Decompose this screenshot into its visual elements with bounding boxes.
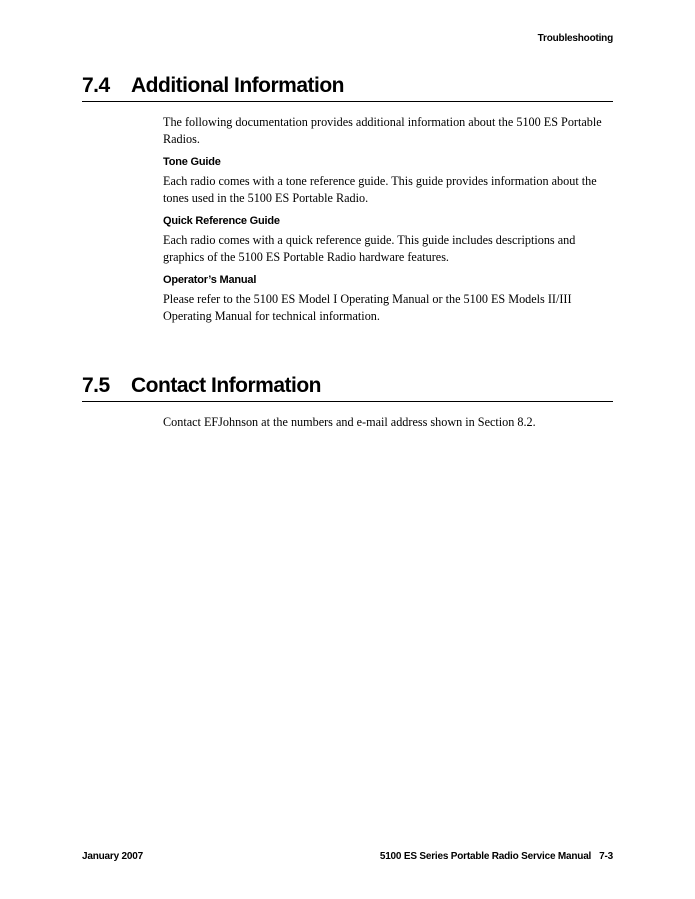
section-heading — [82, 74, 613, 102]
section-title: Contact Information — [131, 374, 321, 397]
footer-date: January 2007 — [82, 851, 143, 862]
section-number: 7.4 — [82, 74, 110, 97]
section-7-4 — [82, 74, 613, 333]
subsection-heading-tone-guide: Tone Guide — [163, 156, 221, 168]
footer-page-number: 7-3 — [599, 851, 613, 862]
section-intro: The following documentation provides additional information about the 5100 ES Portable Radios. — [163, 115, 602, 146]
subsection-heading-quick-reference: Quick Reference Guide — [163, 215, 280, 227]
section-title: Additional Information — [131, 74, 344, 97]
section-7-5 — [82, 374, 613, 440]
footer-manual-info — [380, 851, 613, 862]
subsection-text-operators-manual: Please refer to the 5100 ES Model I Operating Manual or the 5100 ES Models II/III Operating Manual for technical information. — [163, 292, 572, 323]
running-header: Troubleshooting — [537, 33, 613, 44]
section-intro: Contact EFJohnson at the numbers and e-mail address shown in Section 8.2. — [163, 415, 536, 429]
subsection-text-quick-reference: Each radio comes with a quick reference guide. This guide includes descriptions and graphics of the 5100 ES Portable Radio hardware features. — [163, 233, 576, 264]
subsection-heading-operators-manual: Operator’s Manual — [163, 274, 257, 286]
section-number: 7.5 — [82, 374, 110, 397]
section-heading — [82, 374, 613, 402]
footer-manual-title: 5100 ES Series Portable Radio Service Manual — [379, 851, 592, 862]
subsection-text-tone-guide: Each radio comes with a tone reference guide. This guide provides information about the tones used in the 5100 ES Portable Radio. — [163, 174, 597, 205]
